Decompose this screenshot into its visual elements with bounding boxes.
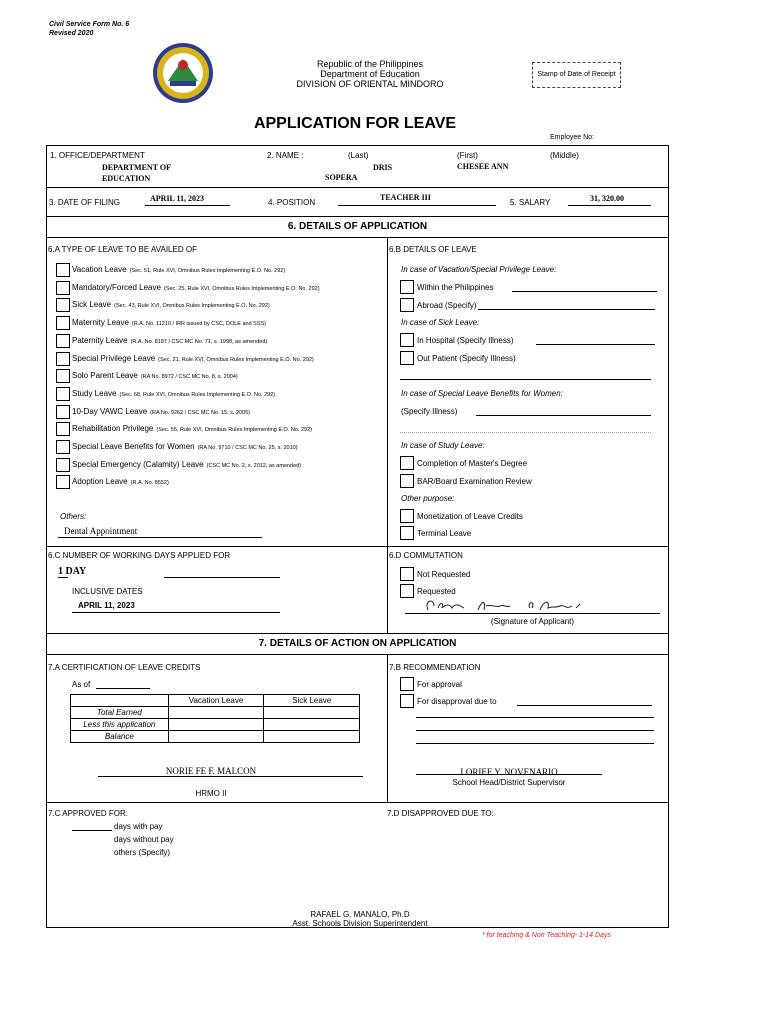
- leave-type-reference: (Sec. 55, Rule XVI, Omnibus Rules Implementing E.O. No. 292): [156, 427, 312, 434]
- office-value-2: EDUCATION: [102, 174, 151, 183]
- for-disapproval-label: For disapproval due to: [417, 697, 497, 706]
- leave-type-name: Study Leave: [72, 388, 117, 398]
- bar-review-checkbox[interactable]: [400, 474, 414, 488]
- form-title: APPLICATION FOR LEAVE: [253, 115, 457, 132]
- divider-sec6-top: [46, 216, 669, 217]
- receipt-stamp-box: [532, 62, 621, 88]
- within-philippines-checkbox[interactable]: [400, 280, 414, 294]
- leave-type-name: Sick Leave: [72, 300, 112, 310]
- leave-type-checkbox[interactable]: [56, 440, 70, 454]
- recommender-underline: [416, 774, 602, 775]
- days-prefix-underline: [58, 577, 68, 578]
- hospital-underline: [536, 344, 655, 345]
- divider-sec6-vertical: [387, 238, 388, 634]
- leave-type-label: [72, 300, 270, 309]
- monetization-checkbox[interactable]: [400, 509, 414, 523]
- leave-type-label: [72, 477, 169, 486]
- leave-type-name: Special Privilege Leave: [72, 353, 156, 363]
- terminal-leave-label: Terminal Leave: [417, 529, 472, 538]
- salary-label: 5. SALARY: [510, 198, 551, 207]
- inclusive-underline: [72, 612, 280, 613]
- row-less-application: Less this application: [71, 719, 169, 731]
- leave-type-name: 10-Day VAWC Leave: [72, 406, 148, 416]
- first-name-value: CHESEE ANN: [457, 162, 509, 171]
- masters-checkbox[interactable]: [400, 456, 414, 470]
- sec6-title: 6. DETAILS OF APPLICATION: [287, 221, 428, 232]
- leave-type-checkbox[interactable]: [56, 334, 70, 348]
- last-name-value-2: SOPERA: [325, 173, 358, 182]
- sec7a-title: 7.A CERTIFICATION OF LEAVE CREDITS: [48, 663, 201, 672]
- divider-row1: [46, 187, 669, 188]
- filing-value[interactable]: APRIL 11, 2023: [150, 194, 205, 203]
- leave-type-label: [72, 442, 298, 451]
- leave-type-reference: (R.A. No. 11210 / IRR issued by CSC, DOLE and SSS): [131, 321, 267, 328]
- disapproval-underline-3: [416, 730, 654, 731]
- leave-type-label: [72, 424, 312, 433]
- women-underline-2: [400, 432, 651, 433]
- for-approval-checkbox[interactable]: [400, 677, 414, 691]
- inclusive-dates-value[interactable]: APRIL 11, 2023: [78, 601, 135, 610]
- last-name-value-1: DRIS: [373, 163, 393, 172]
- leave-type-name: Maternity Leave: [72, 318, 129, 328]
- office-label: 1. OFFICE/DEPARTMENT: [50, 151, 145, 160]
- inclusive-dates-label: INCLUSIVE DATES: [72, 587, 143, 596]
- abroad-underline: [478, 309, 655, 310]
- last-name-label: (Last): [348, 151, 369, 160]
- outpatient-underline: [400, 379, 651, 380]
- leave-type-name: Solo Parent Leave: [72, 371, 138, 381]
- divider-sec7-vertical: [387, 655, 388, 802]
- leave-type-reference: (Sec. 25, Rule XVI, Omnibus Rules Implementing E.O. No. 292): [163, 285, 320, 292]
- as-of-label: As of: [72, 680, 91, 689]
- recommender-title: School Head/District Supervisor: [452, 778, 566, 787]
- approver-title: Asst. Schools Division Superintendent: [292, 919, 428, 928]
- leave-type-reference: (RA No. 9710 / CSC MC No. 25, s. 2010): [197, 445, 298, 451]
- signature-label: (Signature of Applicant): [490, 617, 575, 626]
- cell-vacation-less[interactable]: [168, 719, 264, 731]
- for-approval-label: For approval: [417, 680, 462, 689]
- divider-sec6-header: [46, 237, 669, 238]
- header-republic: Republic of the Philippines: [316, 59, 424, 69]
- abroad-label: Abroad (Specify): [417, 301, 477, 310]
- salary-value[interactable]: 31, 320.00: [590, 194, 624, 203]
- women-underline: [476, 415, 651, 416]
- leave-type-label: [72, 336, 267, 345]
- leave-type-label: [72, 354, 314, 363]
- others-specify-label: others (Specify): [114, 848, 171, 857]
- sec7c-title: 7.C APPROVED FOR:: [48, 809, 129, 818]
- as-of-underline: [96, 688, 150, 689]
- requested-checkbox[interactable]: [400, 584, 414, 598]
- office-value-1: DEPARTMENT OF: [102, 163, 171, 172]
- cell-sick-balance[interactable]: [264, 731, 360, 743]
- filing-label: 3. DATE OF FILING: [49, 198, 120, 207]
- sick-heading: In case of Sick Leave:: [401, 318, 480, 327]
- sec7b-title: 7.B RECOMMENDATION: [389, 663, 481, 672]
- out-patient-checkbox[interactable]: [400, 351, 414, 365]
- leave-type-checkbox[interactable]: [56, 458, 70, 472]
- for-disapproval-checkbox[interactable]: [400, 694, 414, 708]
- divider-7cd: [46, 802, 669, 803]
- within-philippines-label: Within the Philippines: [417, 283, 494, 292]
- leave-type-name: Mandatory/Forced Leave: [72, 282, 161, 292]
- within-underline: [512, 291, 657, 292]
- others-label: Others:: [60, 512, 87, 521]
- sec7d-title: 7.D DISAPPROVED DUE TO:: [387, 809, 494, 818]
- days-with-pay-label: days with pay: [114, 822, 163, 831]
- bar-review-label: BAR/Board Examination Review: [417, 477, 532, 486]
- leave-type-label: [72, 318, 266, 327]
- divider-6cd: [46, 546, 669, 547]
- leave-type-checkbox[interactable]: [56, 475, 70, 489]
- leave-type-checkbox[interactable]: [56, 405, 70, 419]
- specify-illness-label: (Specify Illness): [401, 407, 458, 416]
- row-total-earned: Total Earned: [71, 707, 169, 719]
- leave-type-name: Rehabilitation Privilege: [72, 424, 154, 434]
- employee-no-label: Employee No:: [550, 134, 594, 141]
- leave-type-checkbox[interactable]: [56, 263, 70, 277]
- leave-type-label: [72, 389, 275, 398]
- footnote: * for teaching & Non Teaching- 1-14 Days: [482, 932, 611, 939]
- certifier-underline: [98, 776, 363, 777]
- abroad-checkbox[interactable]: [400, 298, 414, 312]
- days-without-pay-label: days without pay: [114, 835, 174, 844]
- leave-type-label: [72, 283, 320, 292]
- position-underline: [338, 205, 496, 206]
- divider-sec7-header: [46, 654, 669, 655]
- leave-type-checkbox[interactable]: [56, 298, 70, 312]
- requested-label: Requested: [417, 587, 456, 596]
- study-heading: In case of Study Leave:: [401, 441, 485, 450]
- leave-type-reference: (Sec. 21, Rule XVI, Omnibus Rules Implementing E.O. No. 292): [158, 356, 314, 363]
- cell-sick-less[interactable]: [264, 719, 360, 731]
- leave-type-checkbox[interactable]: [56, 422, 70, 436]
- not-requested-label: Not Requested: [417, 570, 471, 579]
- sec6b-title: 6.B DETAILS OF LEAVE: [389, 245, 477, 254]
- leave-type-label: [72, 407, 250, 416]
- leave-type-checkbox[interactable]: [56, 281, 70, 295]
- leave-type-name: Paternity Leave: [72, 335, 128, 345]
- disapproval-underline-4: [416, 743, 654, 744]
- col-sick-leave: Sick Leave: [264, 695, 360, 707]
- leave-type-name: Special Emergency (Calamity) Leave: [72, 459, 204, 469]
- signature-underline: [405, 613, 660, 614]
- women-heading: In case of Special Leave Benefits for Women:: [401, 389, 563, 398]
- deped-seal-logo: [146, 41, 220, 105]
- middle-name-label: (Middle): [550, 151, 579, 160]
- others-value[interactable]: Dental Appointment: [64, 526, 138, 536]
- certifier-name: NORIE FE F. MALCON: [165, 766, 257, 776]
- leave-type-reference: (CSC MC No. 2, s. 2012, as amended): [206, 462, 302, 469]
- approver-name: RAFAEL G. MANALO, Ph.D: [310, 910, 410, 919]
- leave-type-name: Adoption Leave: [72, 477, 128, 487]
- recommender-name: LORIEE Y. NOVENARIO: [460, 767, 558, 777]
- leave-type-reference: (RA No. 9262 / CSC MC No. 15, s. 2005): [150, 409, 251, 416]
- leave-type-name: Special Leave Benefits for Women: [72, 442, 195, 451]
- leave-type-reference: (Sec. 68, Rule XVI, Omnibus Rules Implementing E.O. No. 292): [119, 391, 276, 398]
- days-underline: [164, 577, 280, 578]
- monetization-label: Monetization of Leave Credits: [417, 512, 523, 521]
- leave-type-reference: (R.A. No. 8187 / CSC MC No. 71, s. 1998, as amended): [130, 338, 268, 345]
- cell-vacation-balance[interactable]: [168, 731, 264, 743]
- not-requested-checkbox[interactable]: [400, 567, 414, 581]
- filing-underline: [145, 205, 230, 206]
- leave-type-reference: (RA No. 8972 / CSC MC No. 8, s. 2004): [140, 374, 238, 381]
- terminal-leave-checkbox[interactable]: [400, 526, 414, 540]
- position-value[interactable]: TEACHER III: [380, 193, 431, 202]
- salary-underline: [568, 205, 651, 206]
- leave-type-checkbox[interactable]: [56, 316, 70, 330]
- others-underline: [58, 537, 262, 538]
- disapproval-underline-2: [416, 717, 654, 718]
- cell-vacation-total[interactable]: [168, 707, 264, 719]
- leave-type-reference: (R.A. No. 8552): [130, 480, 169, 487]
- working-days-value[interactable]: 1 DAY: [58, 566, 87, 577]
- name-label: 2. NAME :: [267, 151, 304, 160]
- days-with-pay-underline: [72, 830, 112, 831]
- leave-type-checkbox[interactable]: [56, 387, 70, 401]
- sec7-title: 7. DETAILS OF ACTION ON APPLICATION: [258, 638, 457, 649]
- leave-type-checkbox[interactable]: [56, 352, 70, 366]
- disapproval-underline-1: [517, 705, 652, 706]
- leave-type-label: [72, 265, 285, 274]
- divider-sec7-top: [46, 633, 669, 634]
- stamp-label: Stamp of Date of Receipt: [537, 71, 616, 78]
- sec6a-title: 6.A TYPE OF LEAVE TO BE AVAILED OF: [48, 245, 197, 254]
- header-division: DIVISION OF ORIENTAL MINDORO: [296, 79, 444, 89]
- leave-type-name: Vacation Leave: [72, 265, 127, 274]
- sec6d-title: 6.D COMMUTATION: [389, 551, 463, 560]
- form-number: Civil Service Form No. 6: [49, 21, 130, 28]
- leave-type-reference: (Sec. 43, Rule XVI, Omnibus Rules Implementing E.O. No. 292): [114, 303, 270, 310]
- leave-type-label: [72, 371, 238, 380]
- leave-credits-table: [70, 694, 360, 743]
- leave-type-checkbox[interactable]: [56, 369, 70, 383]
- first-name-label: (First): [457, 151, 478, 160]
- other-purpose-heading: Other purpose:: [401, 494, 455, 503]
- in-hospital-checkbox[interactable]: [400, 333, 414, 347]
- leave-type-label: [72, 460, 301, 469]
- masters-label: Completion of Master's Degree: [417, 459, 528, 468]
- certifier-title: HRMO II: [195, 789, 227, 798]
- row-balance: Balance: [71, 731, 169, 743]
- sec6c-title: 6.C NUMBER OF WORKING DAYS APPLIED FOR: [48, 551, 231, 560]
- leave-type-reference: (Sec. 51, Rule XVI, Omnibus Rules Implementing E.O. No. 292): [129, 268, 286, 274]
- position-label: 4. POSITION: [268, 198, 316, 207]
- header-deped: Department of Education: [320, 69, 420, 79]
- col-vacation-leave: Vacation Leave: [168, 695, 264, 707]
- cell-sick-total[interactable]: [264, 707, 360, 719]
- form-revision: Revised 2020: [49, 30, 94, 37]
- in-hospital-label: In Hospital (Specify Illness): [417, 336, 514, 345]
- vac-heading: In case of Vacation/Special Privilege Leave:: [401, 265, 557, 274]
- out-patient-label: Out Patient (Specify Illness): [417, 354, 516, 363]
